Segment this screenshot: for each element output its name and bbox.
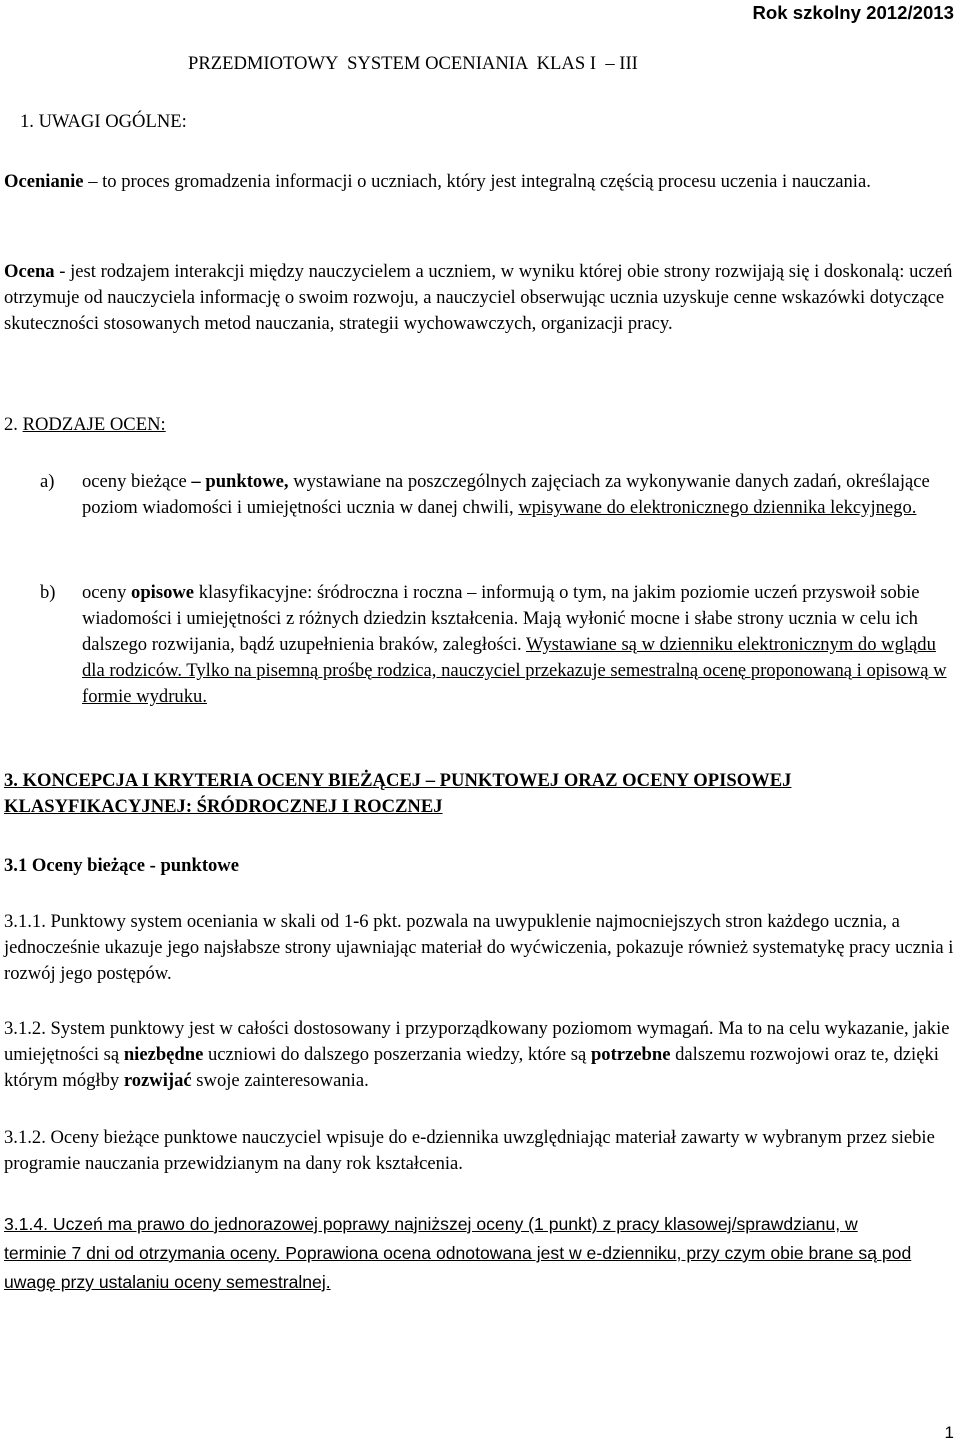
- section-2-heading: [4, 412, 166, 438]
- text-a-underlined: wpisywane do elektronicznego dziennika lekcyjnego.: [518, 497, 917, 518]
- term-ocenianie: Ocenianie: [4, 171, 84, 192]
- section-2-number: 2.: [4, 414, 23, 435]
- text-312-niezbedne: niezbędne: [123, 1044, 204, 1065]
- text-312-a: 3.1.2. System punktowy jest w całości dostosowany i przyporządkowany poziomom wymagań. Ma to na celu wykazanie, jakie umiejętności są: [4, 1018, 950, 1065]
- text-312-rozwijac: rozwijać: [123, 1070, 192, 1091]
- term-ocena: Ocena: [4, 261, 55, 282]
- paragraph-3-1-4: 3.1.4. Uczeń ma prawo do jednorazowej poprawy najniższej oceny (1 punkt) z pracy klasowej/sprawdzianu, w terminie 7 dni od otrzymania oceny. Poprawiona ocena odnotowana jest w e-dzienniku, przy czym obie brane są pod uwagę przy ustalaniu oceny semestralnej.: [4, 1214, 912, 1292]
- definition-ocena: - jest rodzajem interakcji między nauczycielem a uczniem, w wyniku której obie strony rozwijają się i doskonalą: uczeń otrzymuje od nauczyciela informację o swoim rozwoju, a nauczyciel obserwując ucznia uzyskuje cenne wskazówki dotyczące skuteczności stosowanych metod nauczania, strategii wychowawczych, organizacji pracy.: [4, 261, 953, 334]
- paragraph-3-1-1: 3.1.1. Punktowy system oceniania w skali od 1-6 pkt. pozwala na uwypuklenie najmocniejszych stron każdego ucznia, a jednocześnie ukazuje jego najsłabsze strony ujawniając materiał do wyćwiczenia, pokazuje również systematykę pracy ucznia i rozwój jego postępów.: [4, 911, 954, 984]
- section-3-1-heading: 3.1 Oceny bieżące - punktowe: [4, 855, 239, 876]
- list-label-a: a): [40, 471, 55, 492]
- text-a-1: oceny bieżące: [82, 471, 192, 492]
- text-b-bold: opisowe: [131, 582, 195, 603]
- paragraph-ocenianie: [4, 169, 956, 195]
- text-a-bold: – punktowe,: [191, 471, 289, 492]
- text-312-potrzebne: potrzebne: [590, 1044, 671, 1065]
- paragraph-ocena: [4, 259, 956, 337]
- text-b-1: oceny: [82, 582, 132, 603]
- paragraph-3-1-2: [4, 1016, 956, 1094]
- text-312-c: uczniowi do dalszego poszerzania wiedzy, które są: [203, 1044, 591, 1065]
- paragraph-3-1-2-second: 3.1.2. Oceny bieżące punktowe nauczyciel wpisuje do e-dziennika uwzględniając materiał zawarty w wybranym przez siebie programie nauczania przewidzianym na dany rok kształcenia.: [4, 1127, 935, 1174]
- text-b-underlined: Wystawiane są w dzienniku elektronicznym do wglądu dla rodziców. Tylko na pisemną prośbę rodzica, nauczyciel przekazuje semestralną ocenę proponowaną i opisową w formie wydruku.: [82, 634, 947, 707]
- section-1-heading: 1. UWAGI OGÓLNE:: [20, 111, 187, 132]
- text-312-e: swoje zainteresowania.: [191, 1070, 369, 1091]
- definition-ocenianie: – to proces gromadzenia informacji o uczniach, który jest integralną częścią procesu uczenia i nauczania.: [83, 171, 871, 192]
- list-body-a: [82, 469, 960, 521]
- text-312-d: dalszemu rozwojowi oraz te, dzięki którym mógłby: [4, 1044, 939, 1091]
- section-3-heading: 3. KONCEPCJA I KRYTERIA OCENY BIEŻĄCEJ – PUNKTOWEJ ORAZ OCENY OPISOWEJ KLASYFIKACYJNEJ: ŚRÓDROCZNEJ I ROCZNEJ: [4, 770, 792, 817]
- text-b-2: klasyfikacyjne: śródroczna i roczna – informują o tym, na jakim poziomie uczeń przyswoił sobie wiadomości i umiejętności z różnych dziedzin kształcenia. Mają wyłonić mocne i słabe strony ucznia w celu ich dalszego rozwijania, bądź uzupełnienia braków, zaległości.: [82, 582, 920, 655]
- section-2-title: RODZAJE OCEN:: [22, 414, 166, 435]
- list-label-b: b): [40, 582, 56, 603]
- page-number: 1: [944, 1423, 954, 1442]
- school-year: Rok szkolny 2012/2013: [752, 2, 954, 23]
- text-a-2: wystawiane na poszczególnych zajęciach za wykonywanie danych zadań, określające poziom wiadomości i umiejętności ucznia w danej chwili,: [82, 471, 930, 518]
- document-title: PRZEDMIOTOWY SYSTEM OCENIANIA KLAS I – III: [188, 53, 638, 74]
- list-body-b: [82, 580, 960, 710]
